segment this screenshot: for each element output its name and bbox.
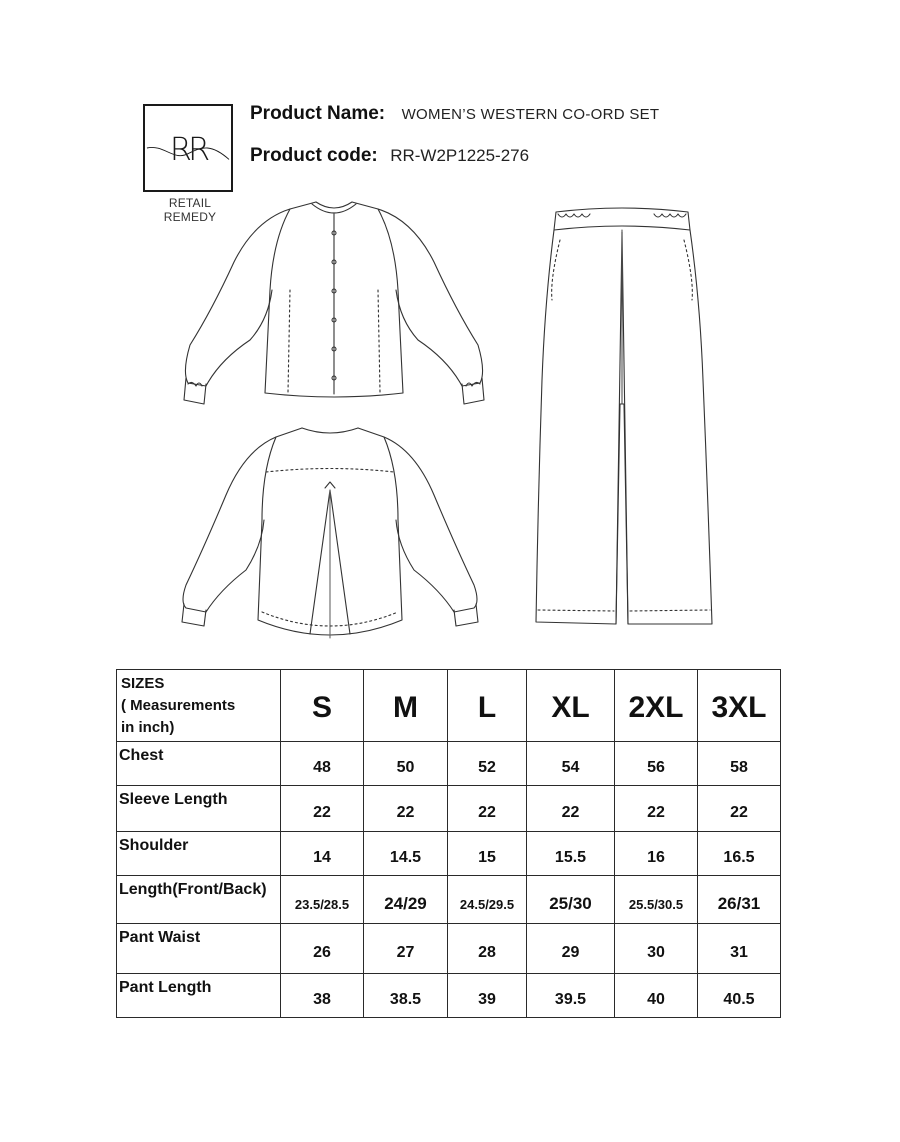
cell-value: 24/29 [364, 876, 448, 924]
cell-value: 22 [448, 786, 527, 832]
row-label-sleeve-length: Sleeve Length [117, 786, 281, 832]
pant-waist-row [117, 924, 781, 974]
cell-value: 56 [615, 742, 698, 786]
cell-value: 26 [281, 924, 364, 974]
length-front-back-row [117, 876, 781, 924]
corner-line-2: ( Measurements [121, 697, 236, 714]
cell-value: 14.5 [364, 832, 448, 876]
size-chart-table [116, 669, 781, 1018]
row-label-length-front-back: Length(Front/Back) [117, 876, 281, 924]
size-3xl-header: 3XL [698, 670, 781, 742]
cell-value: 16 [615, 832, 698, 876]
top-front-view-sketch [184, 202, 484, 404]
row-label-shoulder: Shoulder [117, 832, 281, 876]
corner-line-3: in inch) [121, 719, 175, 736]
cell-value: 30 [615, 924, 698, 974]
cell-value: 52 [448, 742, 527, 786]
cell-value: 27 [364, 924, 448, 974]
cell-value: 22 [281, 786, 364, 832]
corner-line-1: SIZES [121, 675, 165, 692]
product-name-value: WOMEN’S WESTERN CO-ORD SET [401, 106, 660, 123]
cell-value: 58 [698, 742, 781, 786]
size-2xl-header: 2XL [615, 670, 698, 742]
cell-value: 38.5 [364, 974, 448, 1018]
cell-value: 16.5 [698, 832, 781, 876]
logo-monogram: RR [169, 130, 207, 168]
brand-name: RETAIL REMEDY [163, 196, 217, 224]
cell-value: 14 [281, 832, 364, 876]
row-label-chest: Chest [117, 742, 281, 786]
size-header-row [117, 670, 781, 742]
sizes-corner-cell [117, 670, 281, 742]
cell-value: 39.5 [527, 974, 615, 1018]
cell-value: 50 [364, 742, 448, 786]
cell-value: 40.5 [698, 974, 781, 1018]
cell-value: 54 [527, 742, 615, 786]
cell-value: 28 [448, 924, 527, 974]
row-label-pant-waist: Pant Waist [117, 924, 281, 974]
cell-value: 15 [448, 832, 527, 876]
size-m-header: M [364, 670, 448, 742]
cell-value: 25.5/30.5 [615, 876, 698, 924]
cell-value: 22 [698, 786, 781, 832]
cell-value: 40 [615, 974, 698, 1018]
cell-value: 48 [281, 742, 364, 786]
product-code-label: Product code: [250, 145, 378, 166]
cell-value: 15.5 [527, 832, 615, 876]
size-s-header: S [281, 670, 364, 742]
cell-value: 23.5/28.5 [281, 876, 364, 924]
cell-value: 25/30 [527, 876, 615, 924]
size-l-header: L [448, 670, 527, 742]
product-name-label: Product Name: [250, 103, 386, 124]
pants-sketch [536, 208, 712, 624]
size-xl-header: XL [527, 670, 615, 742]
cell-value: 24.5/29.5 [448, 876, 527, 924]
cell-value: 22 [615, 786, 698, 832]
product-code-value: RR-W2P1225-276 [390, 146, 530, 165]
cell-value: 38 [281, 974, 364, 1018]
top-back-view-sketch [182, 428, 478, 638]
pant-length-row [117, 974, 781, 1018]
sleeve-length-row [117, 786, 781, 832]
cell-value: 29 [527, 924, 615, 974]
cell-value: 39 [448, 974, 527, 1018]
cell-value: 22 [364, 786, 448, 832]
cell-value: 22 [527, 786, 615, 832]
cell-value: 26/31 [698, 876, 781, 924]
cell-value: 31 [698, 924, 781, 974]
shoulder-row [117, 832, 781, 876]
row-label-pant-length: Pant Length [117, 974, 281, 1018]
chest-row [117, 742, 781, 786]
